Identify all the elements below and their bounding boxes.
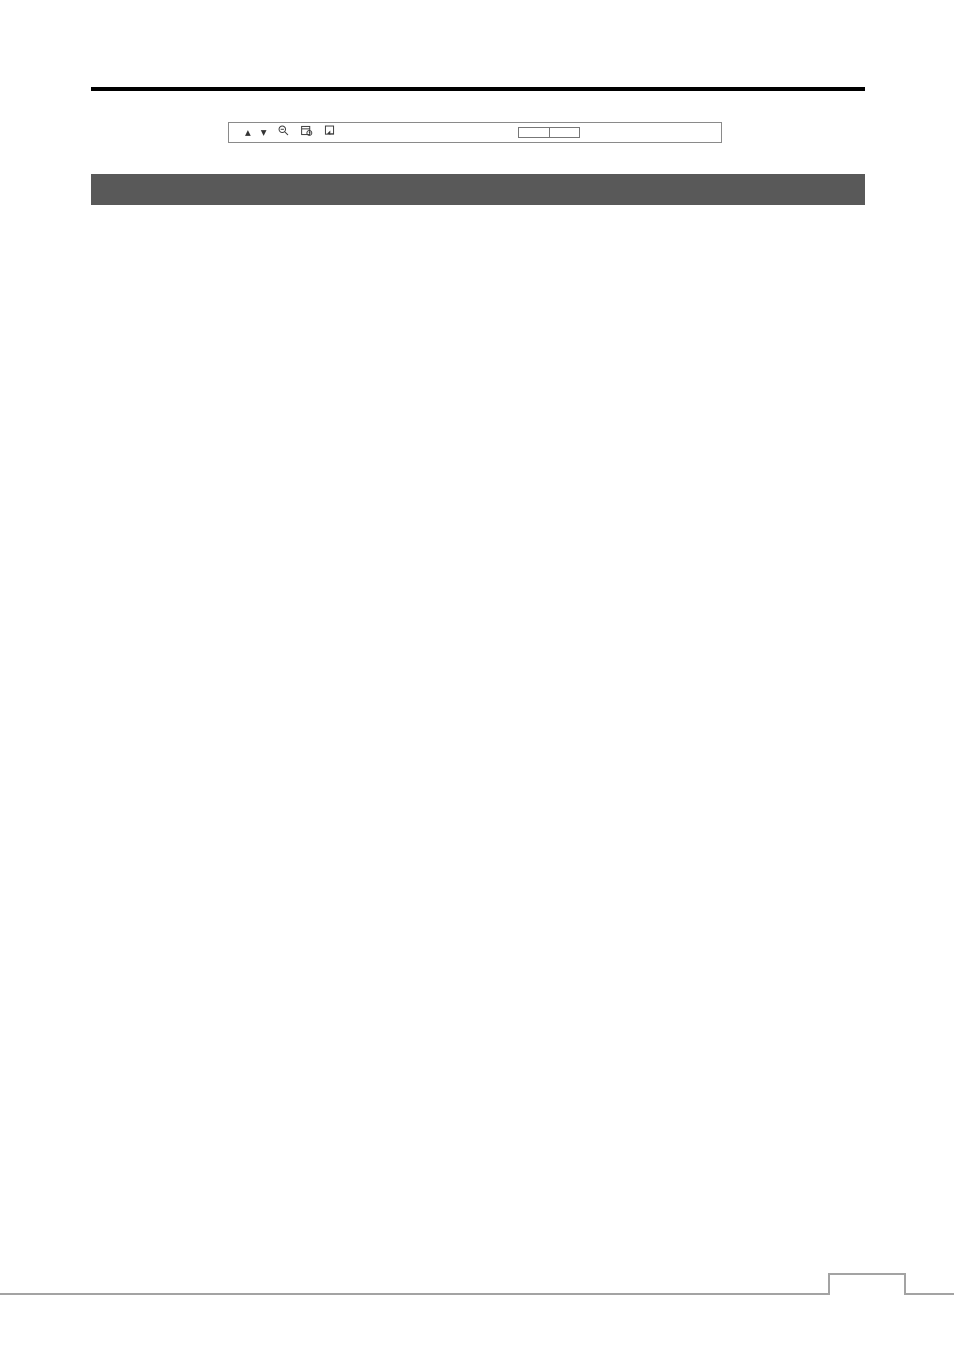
calendar-icon bbox=[300, 124, 313, 142]
header-rule bbox=[91, 87, 865, 91]
page-content bbox=[91, 122, 865, 559]
collapse-up-icon: ▲ bbox=[245, 128, 251, 137]
playback-toolbar-figure bbox=[228, 122, 722, 143]
export-clip-icon bbox=[323, 124, 336, 142]
zoom-out-icon bbox=[277, 124, 290, 142]
seek-slider bbox=[518, 127, 580, 138]
slider-thumb bbox=[549, 128, 550, 137]
section-header bbox=[91, 174, 865, 205]
dvr-figure bbox=[91, 226, 865, 538]
toolbar-seek-group bbox=[510, 123, 588, 142]
page-number bbox=[828, 1273, 906, 1295]
footer-rule bbox=[0, 1293, 954, 1295]
expand-down-icon: ▼ bbox=[260, 128, 267, 137]
toolbar-left-group bbox=[245, 123, 336, 142]
page-header-title bbox=[0, 0, 954, 82]
dvr-screenshot bbox=[148, 226, 562, 534]
